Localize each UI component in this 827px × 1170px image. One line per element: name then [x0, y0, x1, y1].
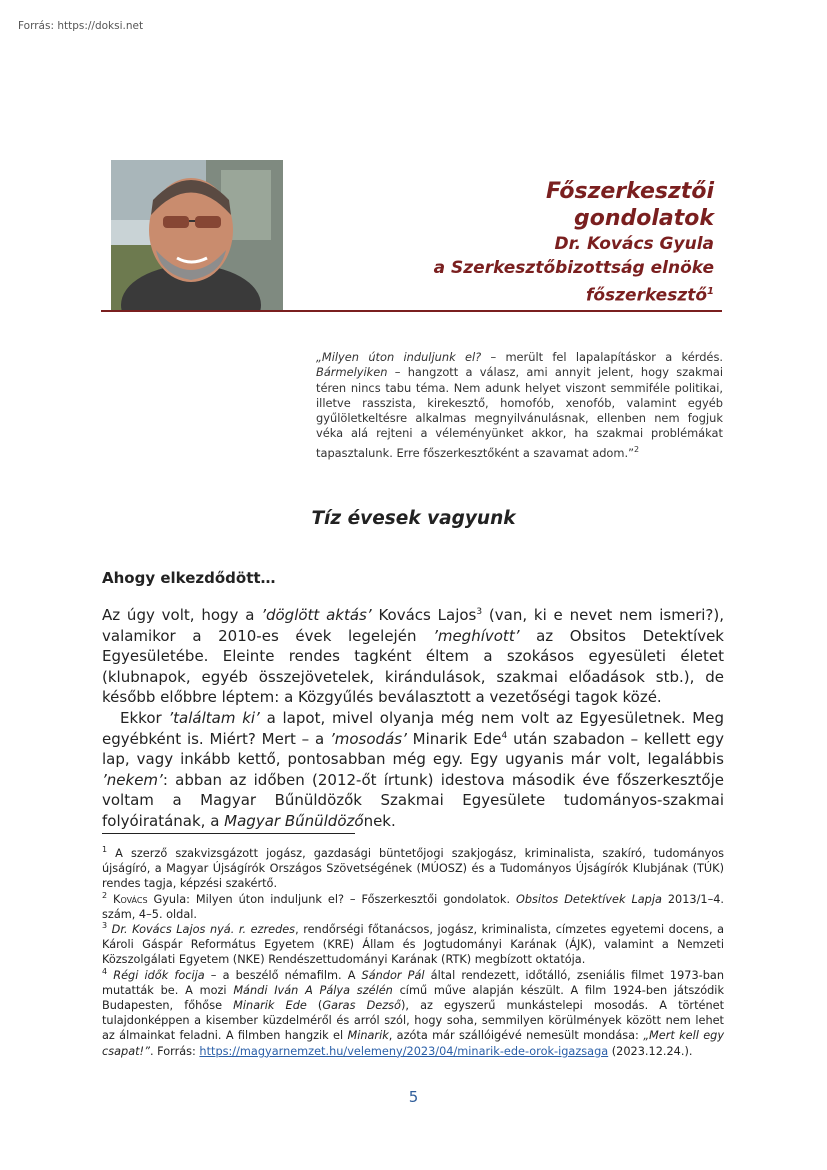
- text-run-italic: ’mosodás’: [330, 729, 407, 748]
- footnote-text-smallcaps: Kovács: [113, 892, 148, 906]
- footnote-1: [102, 846, 724, 892]
- author-role2-text: főszerkesztő: [585, 285, 708, 306]
- text-run: Minarik Ede: [406, 729, 502, 748]
- text-run-italic: ’meghívott’: [433, 626, 520, 645]
- footnote-ref-3[interactable]: 3: [476, 607, 483, 617]
- text-run: után szabadon – kellett egy lap, vagy inkább kettő, pontosabban még egy. Egy ugyanis már volt, legalábbis: [102, 729, 725, 769]
- text-run-italic: ’nekem’: [102, 770, 163, 789]
- footnote-text: által rendezett, időtálló, zseniális filmet 1973-ban mutatták be. A mozi: [102, 968, 725, 997]
- subheading: Ahogy elkezdődött…: [102, 569, 276, 587]
- footnote-2: [102, 892, 724, 922]
- footnote-divider: [102, 833, 355, 834]
- author-name: Dr. Kovács Gyula: [554, 234, 714, 254]
- text-run-italic: ’találtam ki’: [168, 708, 260, 727]
- article-title-line2: gondolatok: [573, 206, 714, 231]
- quote-text-1: – merült fel lapalapításkor a kérdés.: [481, 350, 723, 364]
- quote-question: „Milyen úton induljunk el?: [316, 350, 482, 364]
- text-run: nek.: [363, 811, 396, 830]
- section-title: Tíz évesek vagyunk: [311, 508, 516, 529]
- text-run: az Obsitos Detektívek Egyesületébe. Eleinte rendes tagként éltem a szokásos egyesületi életet (klubnapok, egyéb összejövetelek, kirándulások, szakmai előadások stb.), de később előbbre léptem: a Közgyűlés beválasztott a vezetőségi tagok közé.: [102, 626, 724, 707]
- footnote-text-italic: Sándor Pál: [361, 968, 425, 982]
- text-run: Kovács Lajos: [371, 606, 477, 624]
- author-role: a Szerkesztőbizottság elnöke: [433, 258, 714, 278]
- footnote-number: 3: [102, 921, 108, 931]
- footnote-text: 2013/1–4. szám, 4–5. oldal.: [102, 892, 725, 921]
- author-photo-image: [111, 160, 283, 310]
- footnote-number: 1: [102, 845, 108, 855]
- article-header: [434, 178, 714, 308]
- author-photo: [111, 160, 283, 310]
- header-divider: [101, 310, 722, 312]
- text-run: a lapot, mivel olyanja még nem volt az Egyesületnek. Meg egyébként is. Miért? Mert – a: [102, 708, 724, 748]
- article-title-line1: Főszerkesztői: [546, 179, 714, 204]
- footnote-text: . Forrás:: [149, 1044, 200, 1058]
- footnote-text-italic: „Mert kell egy csapat!”: [102, 1029, 725, 1058]
- footnote-text-italic: Garas Dezső: [322, 999, 401, 1013]
- footnote-text: A szerző szakvizsgázott jogász, gazdasági büntetőjogi szakjogász, kriminalista, szakíró, tudományos újságíró, a Magyar Újságírók Országos Szövetségének (MÚOSZ) és a Tudományos Újságírók Klubjának (TÚK) rendes tagja, képzési szakértő.: [102, 847, 724, 891]
- footnote-number: 2: [102, 890, 108, 900]
- paragraph-1: [102, 605, 724, 708]
- footnote-text-italic: Régi idők focija: [113, 968, 205, 982]
- footnote-number: 4: [102, 966, 108, 976]
- footnote-text: (2023.12.24.).: [608, 1044, 693, 1058]
- footnote-text: (: [306, 999, 323, 1013]
- footnote-ref-4[interactable]: 4: [501, 730, 508, 741]
- page-number: 5: [408, 1088, 419, 1106]
- text-run: Ekkor: [120, 708, 169, 727]
- footnote-text-italic: Dr. Kovács Lajos nyá. r. ezredes: [111, 923, 296, 937]
- source-link[interactable]: https://magyarnemzet.hu/velemeny/2023/04/minarik-ede-orok-igazsaga: [199, 1044, 609, 1058]
- epigraph-quote: [316, 350, 723, 461]
- source-label: Forrás: https://doksi.net: [18, 20, 144, 32]
- author-role2: [434, 280, 714, 308]
- footnote-4: [102, 968, 724, 1059]
- footnote-3: [102, 922, 724, 968]
- footnote-text: ), az egyszerű munkástelepi mosodás. A történet tulajdonképpen a kisember küzdelméről és arról szól, hogy soha, semmilyen körülmények között nem lehet az álmainkat feladni. A filmben hangzik el: [102, 999, 724, 1043]
- quote-text-2: – hangzott a válasz, ami annyit jelent, hogy szakmai téren nincs tabu téma. Nem adunk helyet viszont semmiféle politikai, illetve rasszista, kirekesztő, homofób, xenofób, valamint egyéb gyűlöletkeltésre alkalmas megnyilvánulásnak, ellenben nem fogjuk véka alá rejteni a véleményünket akkor, ha szakmai problémákat tapasztalunk. Erre főszerkesztőként a szavamat adom.”: [316, 365, 723, 460]
- paragraph-2: [102, 708, 724, 832]
- footnote-text: Gyula: Milyen úton induljunk el? – Főszerkesztői gondolatok.: [147, 892, 516, 906]
- text-run: (van, ki e nevet nem ismeri?), valamikor a 2010-es évek legelején: [102, 606, 724, 645]
- footnote-text-italic: Minarik: [347, 1029, 389, 1043]
- footnote-ref-2[interactable]: 2: [634, 444, 640, 454]
- footnote-text: című műve alapján készült. A film 1924-ben játszódik Budapesten, főhőse: [102, 983, 724, 1013]
- footnote-text-italic: Obsitos Detektívek Lapja: [515, 892, 662, 906]
- footnote-text: , rendőrségi főtanácsos, jogász, kriminalista, címzetes egyetemi docens, a Károli Gáspár Református Egyetem (KRE) Állam és Jogtudományi Karának (ÁJK), valamint a Nemzeti Közszolgálati Egyetem (NKE) Rendészettudományi Karának (RTK) megbízott oktatója.: [102, 923, 724, 967]
- quote-answer: Bármelyiken: [316, 365, 388, 380]
- footnote-ref-1[interactable]: 1: [707, 286, 714, 297]
- text-run-italic: ’döglött aktás’: [261, 606, 372, 624]
- footnotes: [102, 846, 724, 1059]
- text-run: : abban az időben (2012-őt írtunk) idestova második éve főszerkesztője voltam a Magyar Bűnüldözők Szakmai Egyesülete tudományos-szakmai folyóiratának, a: [102, 770, 724, 830]
- article-body: [102, 605, 724, 832]
- footnote-text: – a beszélő némafilm. A: [204, 968, 362, 982]
- footnote-text: , azóta már szállóigévé nemesült mondása:: [388, 1029, 644, 1043]
- footnote-text-italic: Mándi Iván A Pálya szélén: [233, 983, 393, 997]
- text-run: Az úgy volt, hogy a: [102, 606, 262, 624]
- footnote-text-italic: Minarik Ede: [233, 999, 307, 1013]
- text-run-italic: Magyar Bűnüldöző: [224, 811, 364, 830]
